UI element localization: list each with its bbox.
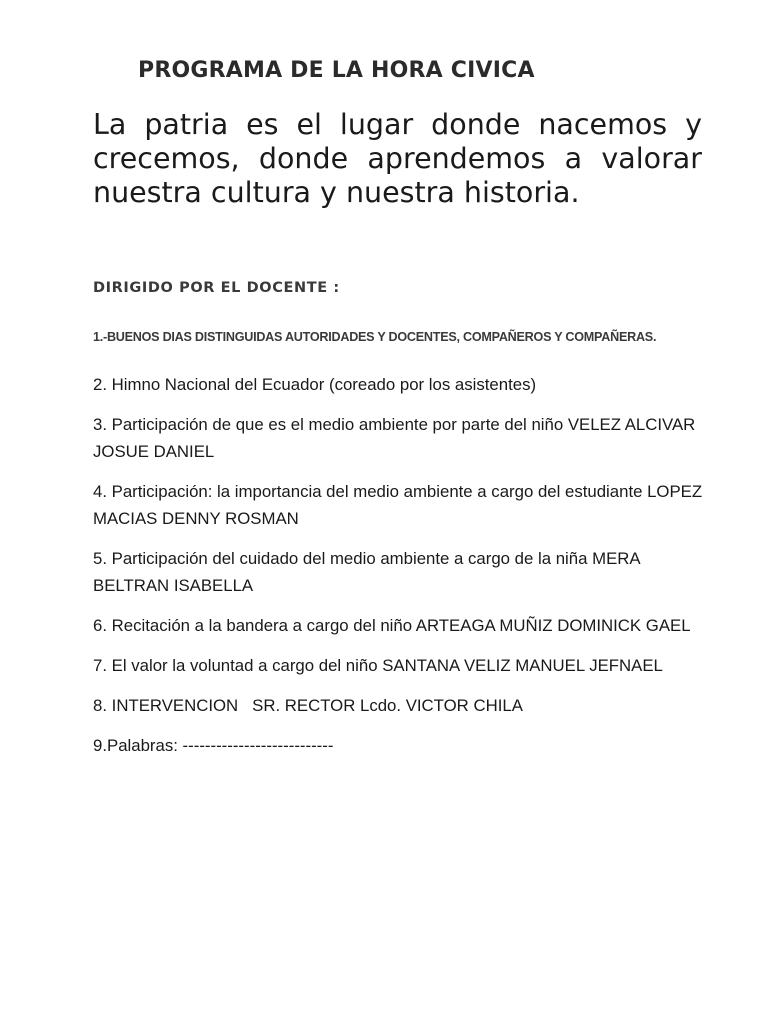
program-item-environment-definition: 3. Participación de que es el medio ambiente por parte del niño VELEZ ALCIVAR JOSUE DANIEL [93, 415, 700, 461]
program-item-flag-recitation: 6. Recitación a la bandera a cargo del niño ARTEAGA MUÑIZ DOMINICK GAEL [93, 616, 691, 635]
program-item-words: 9.Palabras: --------------------------- [93, 736, 334, 755]
program-item-rector-intervention: 8. INTERVENCION SR. RECTOR Lcdo. VICTOR CHILA [93, 696, 523, 715]
program-item-environment-importance: 4. Participación: la importancia del medio ambiente a cargo del estudiante LOPEZ MACIAS DENNY ROSMAN [93, 482, 707, 528]
program-item-value-will: 7. El valor la voluntad a cargo del niño SANTANA VELIZ MANUEL JEFNAEL [93, 656, 663, 675]
patria-quote: La patria es el lugar donde nacemos y crecemos, donde aprendemos a valorar nuestra cultura y nuestra historia. [93, 108, 702, 209]
directed-by-heading: DIRIGIDO POR EL DOCENTE : [93, 280, 340, 296]
greeting-item: 1.-BUENOS DIAS DISTINGUIDAS AUTORIDADES Y DOCENTES, COMPAÑEROS Y COMPAÑERAS. [93, 330, 657, 344]
document-title: PROGRAMA DE LA HORA CIVICA [138, 58, 535, 83]
program-list [93, 371, 708, 772]
program-item-environment-care: 5. Participación del cuidado del medio ambiente a cargo de la niña MERA BELTRAN ISABELLA [93, 549, 645, 595]
program-item-anthem: 2. Himno Nacional del Ecuador (coreado por los asistentes) [93, 375, 537, 394]
